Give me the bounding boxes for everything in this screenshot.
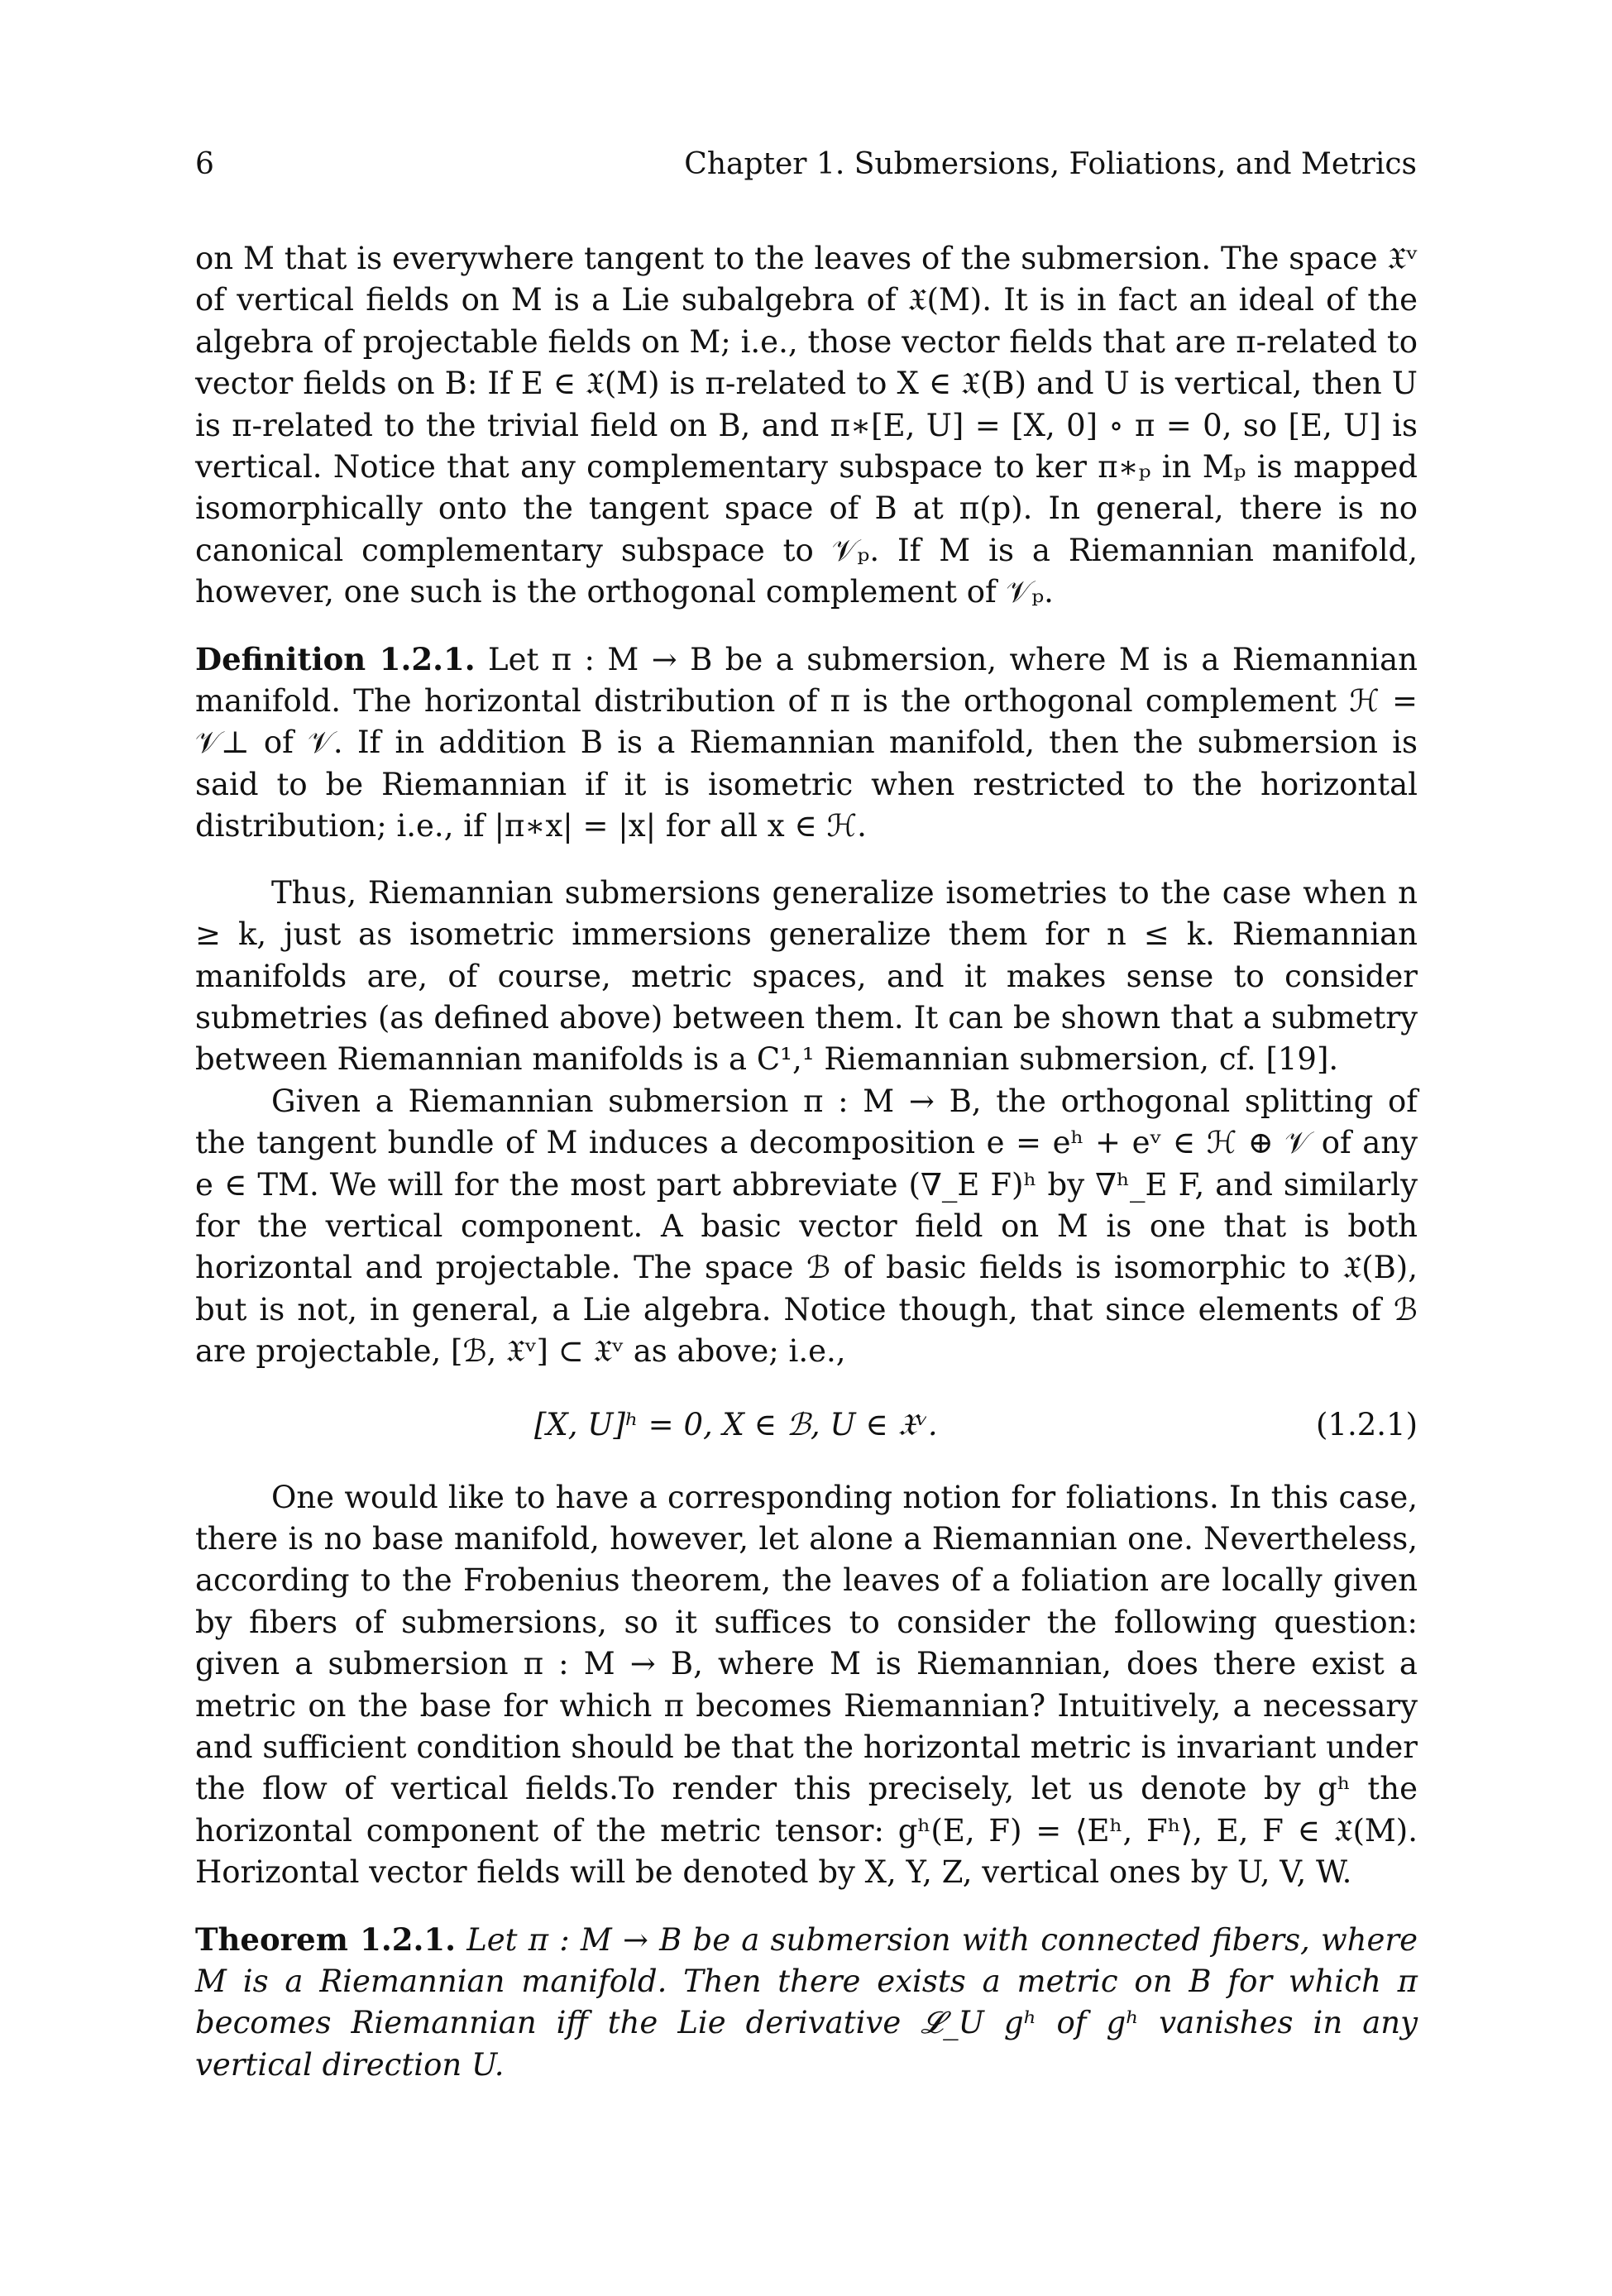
paragraph-foliations: One would like to have a corresponding notion for foliations. In this case, there is no base manifold, however, let alone a Riemannian one. Nevertheless, according to the Frobenius theorem, the leaves of a foliation are locally given by fibers of submersions, so it suffices to consider the following question: given a submersion π : M → B, where M is Riemannian, does there exist a metric on the base for which π becomes Riemannian? Intuitively, a necessary and sufficient condition should be that the horizontal metric is invariant under the flow of vertical fields.To render this precisely, let us denote by gʰ the horizontal component of the metric tensor: gʰ(E, F) = ⟨Eʰ, Fʰ⟩, E, F ∈ 𝔛(M). Horizontal vector fields will be denoted by X, Y, Z, vertical ones by U, V, W. (195, 1479, 1418, 1891)
paragraph-vertical-fields: on M that is everywhere tangent to the leaves of the submersion. The space 𝔛ᵛ of vertical fields on M is a Lie subalgebra of 𝔛(M). It is in fact an ideal of the algebra of projectable fields on M; i.e., those vector fields that are π-related to vector fields on B: If E ∈ 𝔛(M) is π-related to X ∈ 𝔛(B) and U is vertical, then U is π-related to the trivial field on B, and π∗[E, U] = [X, 0] ∘ π = 0, so [E, U] is vertical. Notice that any complementary subspace to ker π∗ₚ in Mₚ is mapped isomorphically onto the tangent space of B at π(p). In general, there is no canonical complementary subspace to 𝒱ₚ. If M is a Riemannian manifold, however, one such is the orthogonal complement of 𝒱ₚ. (195, 241, 1418, 610)
theorem-1-2-1 (195, 1919, 1418, 2087)
running-header (195, 147, 1417, 189)
definition-label: Definition 1.2.1. (195, 640, 476, 677)
page-body (195, 238, 1418, 2086)
definition-text: Let π : M → B be a submersion, where M is a Riemannian manifold. The horizontal distribution of π is the orthogonal complement ℋ = 𝒱⊥ of 𝒱. If in addition B is a Riemannian manifold, then the submersion is said to be Riemannian if it is isometric when restricted to the horizontal distribution; i.e., if |π∗x| = |x| for all x ∈ ℋ. (195, 641, 1418, 844)
paragraph-orthogonal-splitting: Given a Riemannian submersion π : M → B, the orthogonal splitting of the tangent bundle of M induces a decomposition e = eʰ + eᵛ ∈ ℋ ⊕ 𝒱 of any e ∈ TM. We will for the most part abbreviate (∇_E F)ʰ by ∇ʰ_E F, and similarly for the vertical component. A basic vector field on M is one that is both horizontal and projectable. The space ℬ of basic fields is isomorphic to 𝔛(B), but is not, in general, a Lie algebra. Notice though, that since elements of ℬ are projectable, [ℬ, 𝔛ᵛ] ⊂ 𝔛ᵛ as above; i.e., (195, 1083, 1418, 1370)
definition-1-2-1 (195, 639, 1418, 848)
theorem-text: Let π : M → B be a submersion with connected fibers, where M is a Riemannian manifold. Then there exists a metric on B for which π becomes Riemannian iff the Lie derivative 𝓛_U gʰ of gʰ vanishes in any vertical direction U. (195, 1921, 1418, 2083)
equation-number: (1.2.1) (1315, 1406, 1418, 1442)
paragraph-riemannian-submersions: Thus, Riemannian submersions generalize isometries to the case when n ≥ k, just as isometric immersions generalize them for n ≤ k. Riemannian manifolds are, of course, metric spaces, and it makes sense to consider submetries (as defined above) between them. It can be shown that a submetry between Riemannian manifolds is a C¹,¹ Riemannian submersion, cf. [19]. (195, 874, 1418, 1078)
page-number: 6 (195, 147, 214, 181)
theorem-label: Theorem 1.2.1. (195, 1921, 457, 1958)
running-title: Chapter 1. Submersions, Foliations, and Metrics (684, 147, 1417, 181)
equation-body: [X, U]ʰ = 0, X ∈ ℬ, U ∈ 𝔛ᵛ. (534, 1406, 938, 1442)
equation-1-2-1 (195, 1404, 1418, 1449)
